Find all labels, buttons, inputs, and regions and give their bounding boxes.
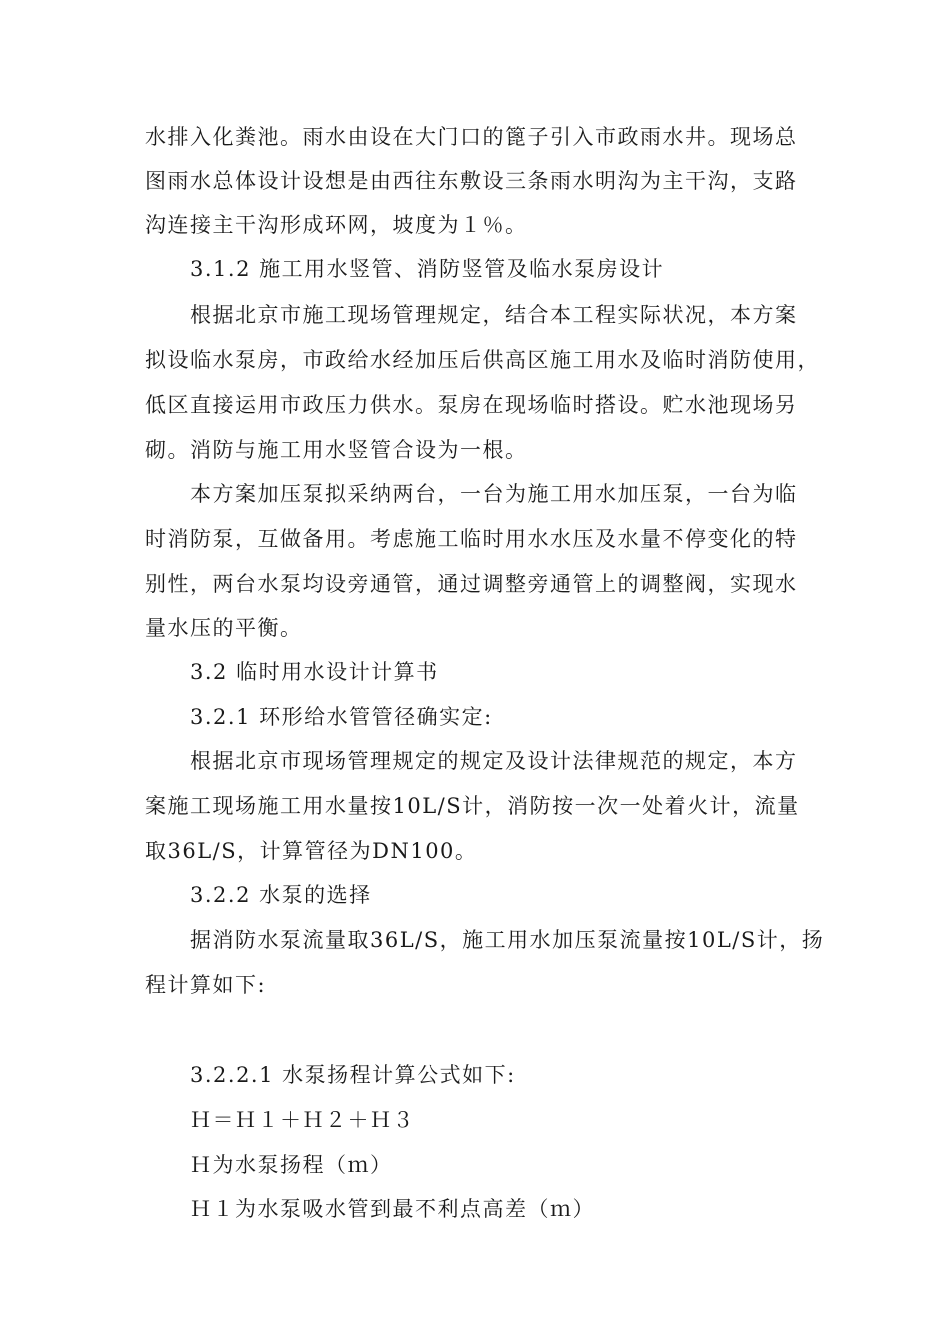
paragraph-line: 案施工现场施工用水量按10L/S计，消防按一次一处着火计，流量: [145, 794, 800, 818]
paragraph-line: 图雨水总体设计设想是由西往东敷设三条雨水明沟为主干沟，支路: [145, 169, 798, 193]
paragraph-line: 量水压的平衡。: [145, 616, 303, 640]
paragraph-line: 沟连接主干沟形成环网，坡度为１％。: [145, 213, 528, 237]
section-heading: 3.1.2 施工用水竖管、消防竖管及临水泵房设计: [190, 257, 665, 281]
paragraph-line: 拟设临水泵房，市政给水经加压后供高区施工用水及临时消防使用，: [145, 348, 820, 372]
section-heading: 3.2.1 环形给水管管径确实定:: [190, 705, 493, 729]
section-heading: 3.2 临时用水设计计算书: [190, 660, 439, 684]
paragraph-line: 别性，两台水泵均设旁通管，通过调整旁通管上的调整阀，实现水: [145, 572, 798, 596]
paragraph-line: 根据北京市现场管理规定的规定及设计法律规范的规定，本方: [190, 749, 798, 773]
paragraph-line: 据消防水泵流量取36L/S，施工用水加压泵流量按10L/S计，扬: [190, 928, 825, 952]
paragraph-line: 时消防泵，互做备用。考虑施工临时用水水压及水量不停变化的特: [145, 527, 798, 551]
paragraph-line: 砌。消防与施工用水竖管合设为一根。: [145, 438, 528, 462]
paragraph-line: 根据北京市施工现场管理规定，结合本工程实际状况，本方案: [190, 303, 798, 327]
definition-line: Ｈ为水泵扬程（ｍ）: [190, 1153, 393, 1177]
paragraph-line: 取36L/S，计算管径为DN100。: [145, 839, 478, 863]
paragraph-line: 程计算如下:: [145, 973, 267, 997]
formula-line: Ｈ＝Ｈ１＋Ｈ２＋Ｈ３: [190, 1108, 415, 1132]
section-heading: 3.2.2.1 水泵扬程计算公式如下:: [190, 1063, 516, 1087]
section-heading: 3.2.2 水泵的选择: [190, 883, 372, 907]
paragraph-line: 低区直接运用市政压力供水。泵房在现场临时搭设。贮水池现场另: [145, 393, 798, 417]
definition-line: Ｈ１为水泵吸水管到最不利点高差（ｍ）: [190, 1197, 595, 1221]
paragraph-line: 水排入化粪池。雨水由设在大门口的篦子引入市政雨水井。现场总: [145, 125, 798, 149]
paragraph-line: 本方案加压泵拟采纳两台，一台为施工用水加压泵，一台为临: [190, 482, 798, 506]
